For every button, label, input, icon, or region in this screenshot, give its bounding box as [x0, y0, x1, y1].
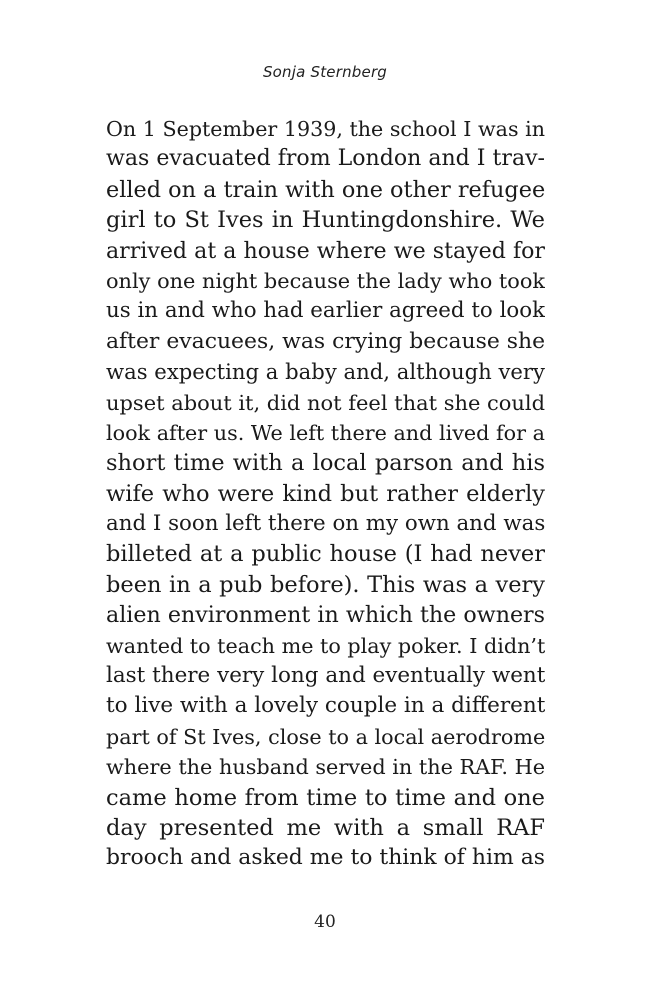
text-line: us in and who had earlier agreed to look [106, 298, 545, 324]
text-line: elled on a train with one other refugee [106, 176, 545, 203]
text-line: brooch and asked me to think of him as [106, 845, 545, 871]
text-line: short time with a local parson and his [106, 450, 545, 477]
text-line: billeted at a public house (I had never [106, 541, 545, 568]
text-line: was expecting a baby and, although very [106, 359, 545, 385]
text-line: part of St Ives, close to a local aerodrome [106, 724, 545, 749]
text-line: arrived at a house where we stayed for [106, 237, 545, 264]
page-number: 40 [314, 912, 336, 932]
text-line: where the husband served in the RAF. He [106, 755, 545, 780]
text-line: to live with a lovely couple in a different [106, 693, 545, 719]
text-line: alien environment in which the owners [106, 602, 545, 629]
running-head: Sonja Sternberg [262, 63, 388, 81]
text-line: after evacuees, was crying because she [106, 328, 545, 354]
text-line: wife who were kind but rather elderly [106, 480, 545, 507]
body-paragraph [106, 114, 545, 874]
text-line: girl to St Ives in Huntingdonshire. We [106, 207, 545, 234]
text-line: On 1 September 1939, the school I was in [106, 117, 545, 141]
text-line: came home from time to time and one [106, 784, 545, 811]
text-line: upset about it, did not feel that she could [106, 390, 545, 415]
text-line: last there very long and eventually went [106, 663, 545, 689]
text-line: been in a pub before). This was a very [106, 571, 545, 598]
text-line: was evacuated from London and I trav- [106, 146, 545, 172]
text-line: look after us. We left there and lived for a [106, 420, 545, 445]
text-line: only one night because the lady who took [106, 268, 545, 293]
text-line: wanted to teach me to play poker. I didn’t [106, 633, 545, 658]
text-line: and I soon left there on my own and was [106, 511, 545, 537]
text-line: day presented me with a small RAF [106, 814, 545, 841]
